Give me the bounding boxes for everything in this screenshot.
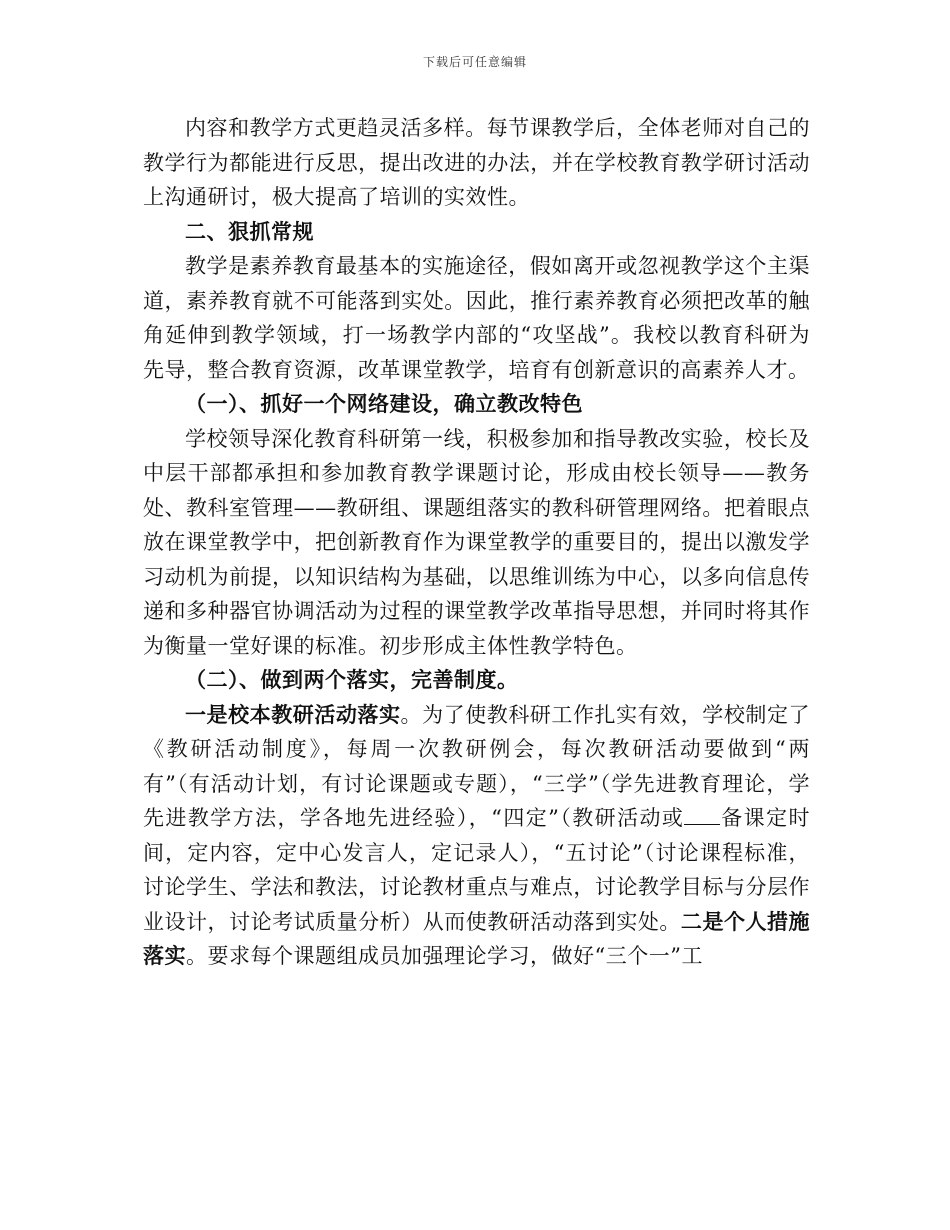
- text-run-3: 。要求每个课题组成员加强理论学习，做好“三个一”工: [186, 944, 703, 968]
- paragraph-intro: 内容和教学方式更趋灵活多样。每节课教学后，全体老师对自己的教学行为都能进行反思，提出改进的办法，并在学校教育教学研讨活动上沟通研讨，极大提高了培训的实效性。: [143, 116, 810, 209]
- paragraph-routine: 教学是素养教育最基本的实施途径，假如离开或忽视教学这个主渠道，素养教育就不可能落到实处。因此，推行素养教育必须把改革的触角延伸到教学领域，打一场教学内部的“攻坚战”。我校以教育科研为先导，整合教育资源，改革课堂教学，培育有创新意识的高素养人才。: [143, 254, 810, 382]
- subsection-heading-1: （一）、抓好一个网络建设，确立教改特色: [185, 391, 583, 416]
- document-body: [143, 111, 810, 974]
- bold-lead-1: 一是校本教研活动落实: [185, 701, 401, 727]
- text-run-1: 。为了使教科研工作扎实有效，学校制定了《教研活动制度》，每周一次教研例会，每次教研活动要做到“两有”（有活动计划，有讨论课题或专题），“三学”（学先进教育理论，学先进教学方法，学各地先进经验），“四定”（教研活动或: [143, 702, 811, 830]
- section-heading-2: 二、狠抓常规: [185, 218, 314, 244]
- page-header: 下载后可任意编辑: [422, 55, 527, 69]
- paragraph-network: 学校领导深化教育科研第一线，积极参加和指导教改实验，校长及中层干部都承担和参加教育教学课题讨论，形成由校长领导——教务处、教科室管理——教研组、课题组落实的教科研管理网络。把着眼点放在课堂教学中，把创新教育作为课堂教学的重要目的，提出以激发学习动机为前提，以知识结构为基础，以思维训练为中心，以多向信息传递和多种器官协调活动为过程的课堂教学改革指导思想，并同时将其作为衡量一堂好课的标准。初步形成主体性教学特色。: [143, 426, 810, 658]
- text-run-2: 备课定时间，定内容，定中心发言人，定记录人），“五讨论”（讨论课程标准，讨论学生、学法和教法，讨论教材重点与难点，讨论教学目标与分层作业设计，讨论考试质量分析）从而使教研活动落到实处。: [143, 806, 810, 934]
- paragraph-implementation: [143, 698, 810, 974]
- subsection-heading-2: （二）、做到两个落实，完善制度。: [185, 667, 519, 692]
- bold-lead-2: 二是个人措施落实: [143, 908, 811, 968]
- underline-blank: [684, 806, 720, 825]
